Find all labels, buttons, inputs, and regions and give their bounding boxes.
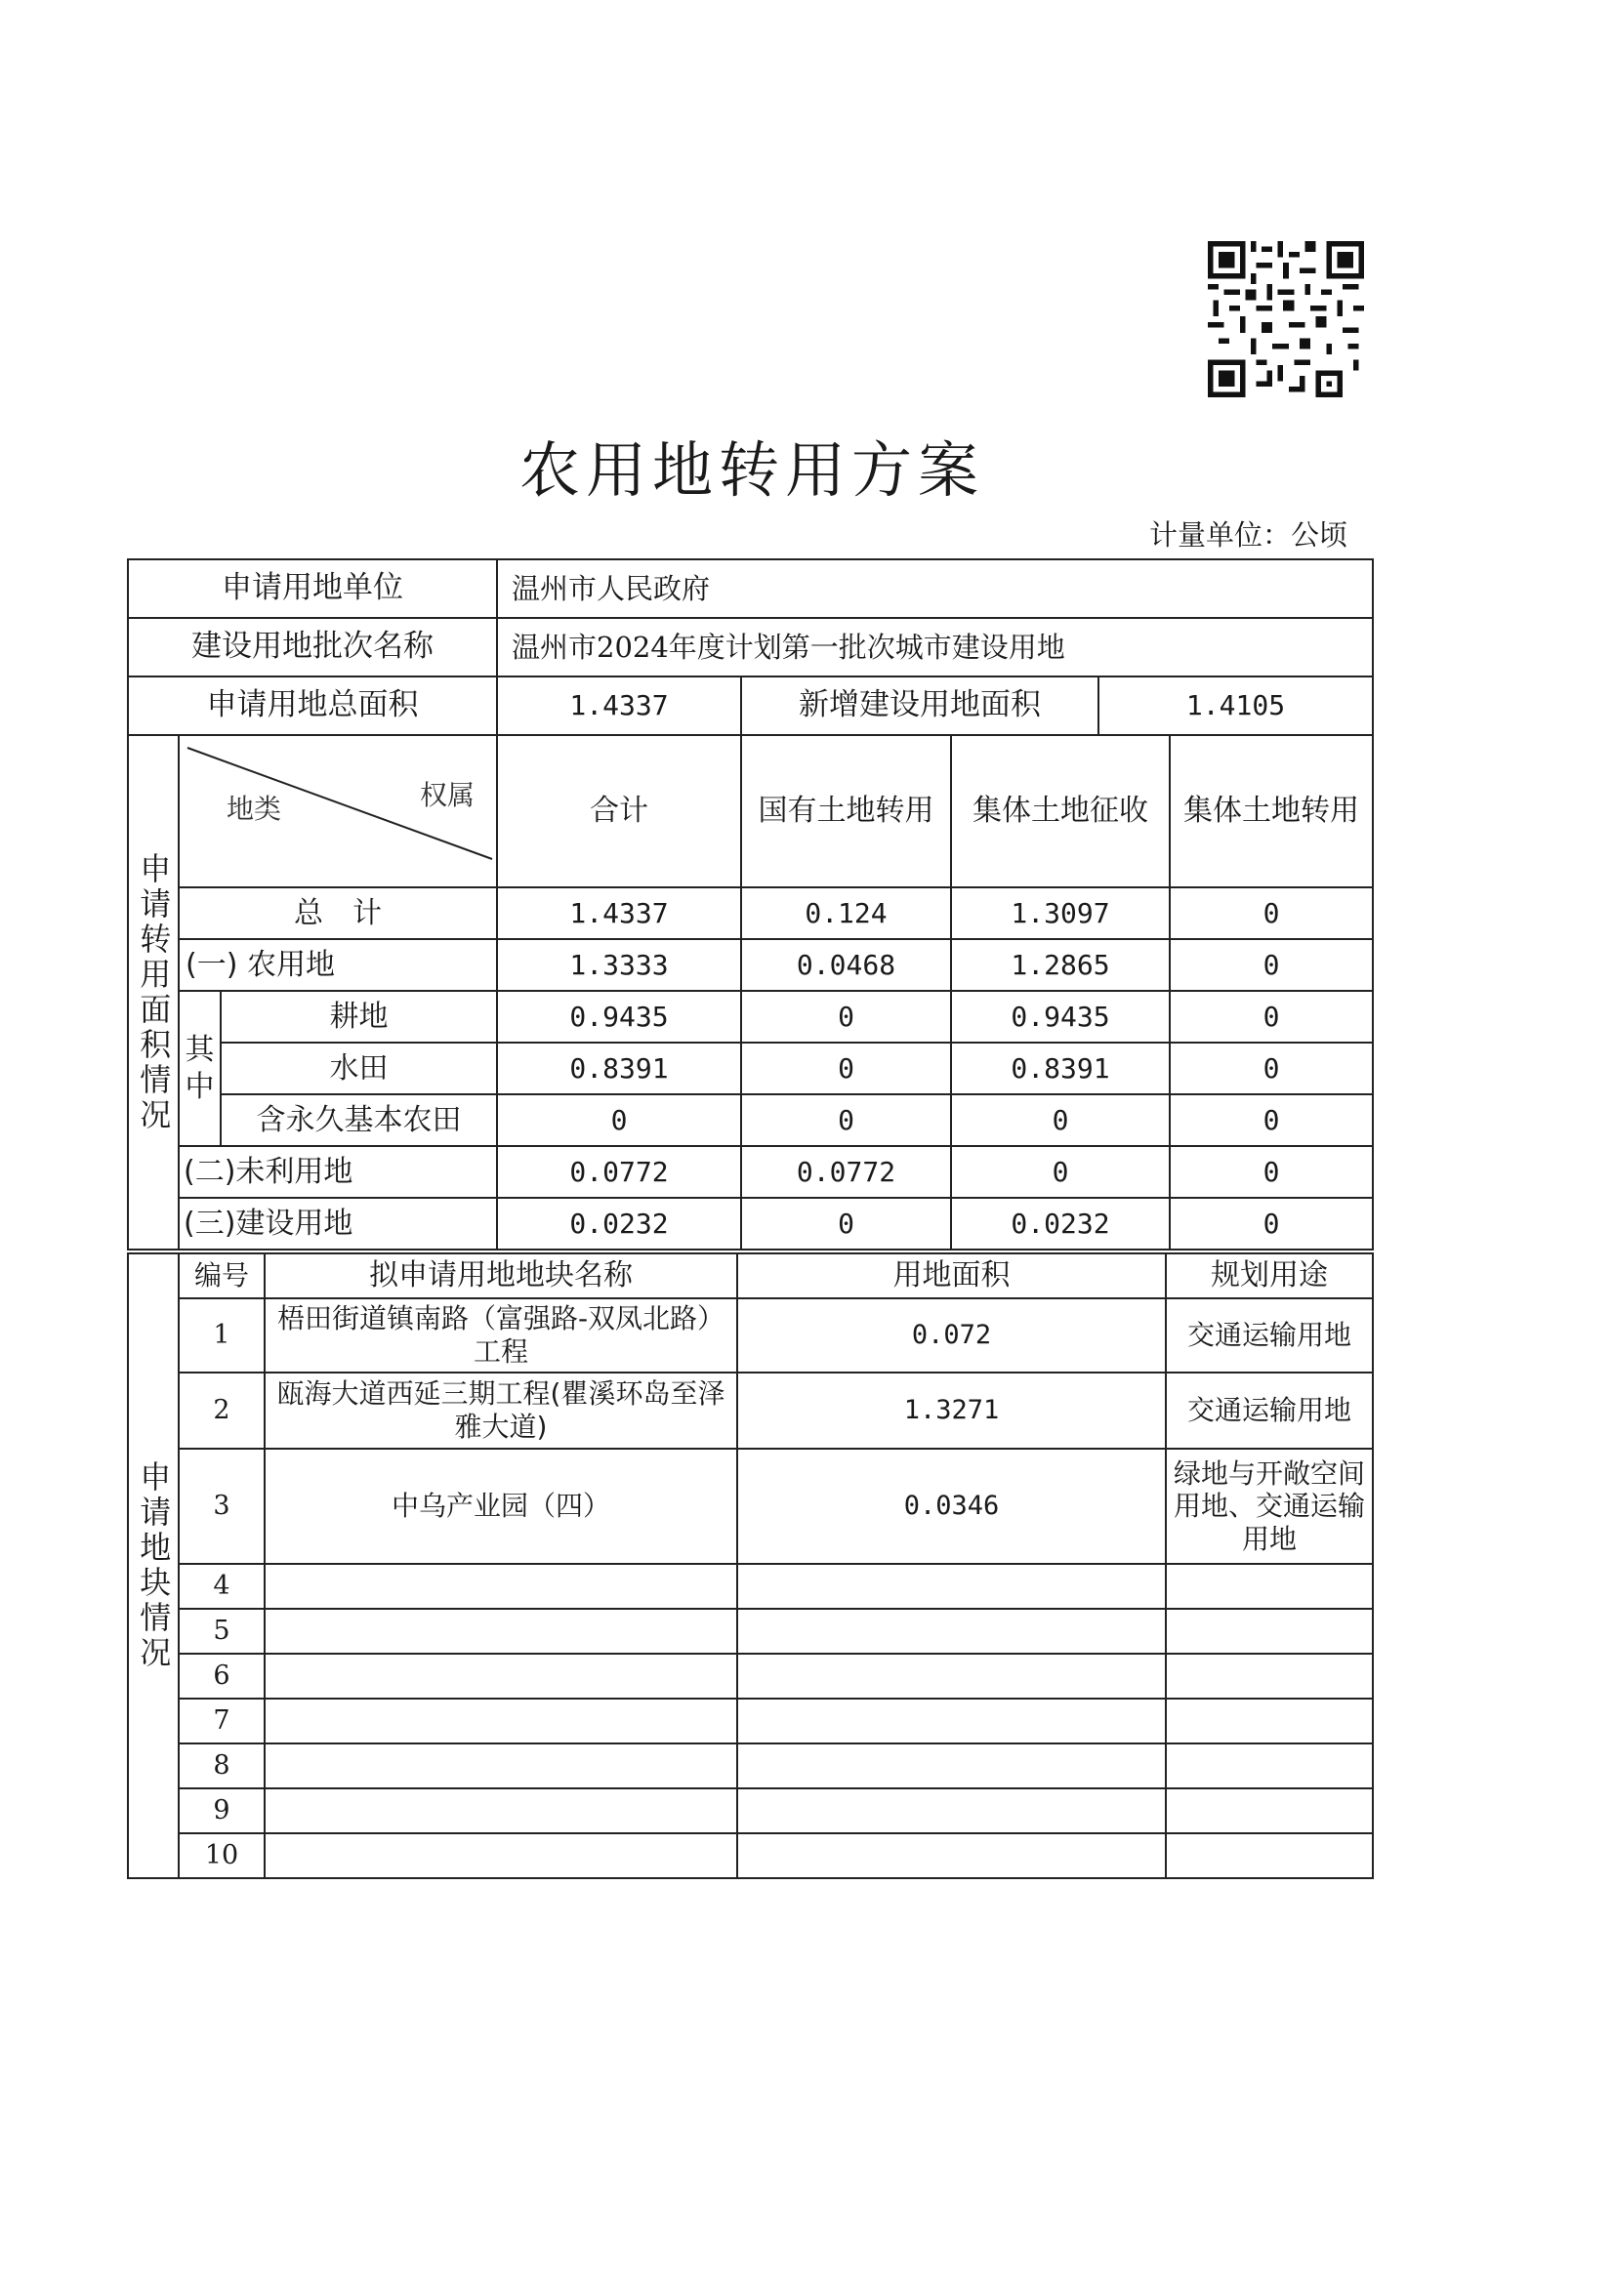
area-row — [128, 676, 1373, 735]
cell-value: 0 — [951, 1094, 1170, 1146]
parcel-name: 中乌产业园（四） — [265, 1449, 737, 1564]
parcel-number: 7 — [179, 1699, 265, 1743]
parcels-side-label: 申请地块情况 — [135, 1460, 173, 1671]
new-area-label: 新增建设用地面积 — [741, 676, 1098, 735]
diag-ownership-label: 权属 — [419, 779, 475, 811]
header-number: 编号 — [179, 1253, 265, 1298]
cell-value: 0.0468 — [741, 939, 951, 991]
cell-value: 0 — [1170, 939, 1373, 991]
parcel-number: 8 — [179, 1743, 265, 1788]
diag-land-type-label: 地类 — [227, 793, 282, 825]
parcels-side-label-cell — [128, 1253, 179, 1878]
cell-value: 0.124 — [741, 887, 951, 939]
header-state-owned: 国有土地转用 — [741, 735, 951, 887]
applicant-unit-row — [128, 559, 1373, 618]
row-label: 总 计 — [179, 887, 497, 939]
table-row — [128, 991, 1373, 1043]
cell-value: 0.8391 — [497, 1043, 741, 1094]
parcel-name — [265, 1654, 737, 1699]
parcel-use — [1166, 1564, 1373, 1609]
parcel-area — [737, 1743, 1166, 1788]
parcel-use: 绿地与开敞空间用地、交通运输用地 — [1166, 1449, 1373, 1564]
parcel-number: 4 — [179, 1564, 265, 1609]
parcel-use: 交通运输用地 — [1166, 1373, 1373, 1449]
unit-label: 计量单位：公顷 — [1148, 518, 1347, 552]
cell-value: 0 — [741, 1198, 951, 1250]
parcel-area — [737, 1609, 1166, 1654]
conversion-table — [127, 734, 1374, 1250]
table-row — [128, 1146, 1373, 1198]
parcels-header-row — [128, 1253, 1373, 1298]
cell-value: 0 — [741, 1043, 951, 1094]
table-row — [128, 1043, 1373, 1094]
parcel-use — [1166, 1743, 1373, 1788]
header-planned-use: 规划用途 — [1166, 1253, 1373, 1298]
cell-value: 0.8391 — [951, 1043, 1170, 1094]
header-parcel-area: 用地面积 — [737, 1253, 1166, 1298]
applicant-unit-value: 温州市人民政府 — [497, 559, 1373, 618]
new-area-value: 1.4105 — [1098, 676, 1373, 735]
cell-value: 0.0232 — [497, 1198, 741, 1250]
parcels-table — [127, 1252, 1374, 1879]
cell-value: 0.0772 — [741, 1146, 951, 1198]
table-row — [128, 939, 1373, 991]
cell-value: 0.0772 — [497, 1146, 741, 1198]
parcel-use — [1166, 1699, 1373, 1743]
qr-code-icon — [1208, 241, 1364, 397]
total-area-value: 1.4337 — [497, 676, 741, 735]
parcel-area: 0.072 — [737, 1298, 1166, 1373]
batch-name-label: 建设用地批次名称 — [128, 618, 497, 676]
parcel-name — [265, 1564, 737, 1609]
table-row — [128, 887, 1373, 939]
parcel-area — [737, 1788, 1166, 1833]
header-collective-expropriation: 集体土地征收 — [951, 735, 1170, 887]
table-row — [128, 1654, 1373, 1699]
cell-value: 0 — [1170, 887, 1373, 939]
qizhong-label: 其中 — [179, 991, 221, 1146]
row-label: (二)未利用地 — [179, 1146, 497, 1198]
cell-value: 0.9435 — [951, 991, 1170, 1043]
parcel-use — [1166, 1833, 1373, 1878]
cell-value: 0.9435 — [497, 991, 741, 1043]
parcel-number: 6 — [179, 1654, 265, 1699]
parcel-name — [265, 1699, 737, 1743]
conversion-side-label: 申请转用面积情况 — [135, 851, 173, 1133]
batch-name-row — [128, 618, 1373, 676]
table-row — [128, 1298, 1373, 1373]
applicant-table — [127, 558, 1374, 736]
cell-value: 0 — [741, 991, 951, 1043]
cell-value: 1.2865 — [951, 939, 1170, 991]
header-total: 合计 — [497, 735, 741, 887]
row-label: (一) 农用地 — [179, 939, 497, 991]
parcel-area — [737, 1654, 1166, 1699]
parcel-name: 瓯海大道西延三期工程(瞿溪环岛至泽雅大道) — [265, 1373, 737, 1449]
parcel-area — [737, 1833, 1166, 1878]
applicant-unit-label: 申请用地单位 — [128, 559, 497, 618]
cell-value: 1.4337 — [497, 887, 741, 939]
table-row — [128, 1094, 1373, 1146]
table-row — [128, 1373, 1373, 1449]
cell-value: 0 — [1170, 991, 1373, 1043]
table-row — [128, 1743, 1373, 1788]
parcel-number: 5 — [179, 1609, 265, 1654]
conversion-header-row — [128, 735, 1373, 887]
parcel-use — [1166, 1788, 1373, 1833]
parcel-area — [737, 1699, 1166, 1743]
row-label: 含永久基本农田 — [221, 1094, 497, 1146]
header-parcel-name: 拟申请用地地块名称 — [265, 1253, 737, 1298]
table-row — [128, 1609, 1373, 1654]
table-row — [128, 1198, 1373, 1250]
cell-value: 0 — [1170, 1094, 1373, 1146]
header-collective-conversion: 集体土地转用 — [1170, 735, 1373, 887]
cell-value: 0 — [951, 1146, 1170, 1198]
cell-value: 1.3097 — [951, 887, 1170, 939]
parcel-number: 3 — [179, 1449, 265, 1564]
parcel-use — [1166, 1609, 1373, 1654]
table-row — [128, 1788, 1373, 1833]
parcel-number: 1 — [179, 1298, 265, 1373]
parcel-area: 0.0346 — [737, 1449, 1166, 1564]
parcel-number: 9 — [179, 1788, 265, 1833]
conversion-side-label-cell — [128, 735, 179, 1250]
parcel-use — [1166, 1654, 1373, 1699]
parcel-number: 2 — [179, 1373, 265, 1449]
total-area-label: 申请用地总面积 — [128, 676, 497, 735]
parcel-name — [265, 1743, 737, 1788]
parcel-name — [265, 1833, 737, 1878]
parcel-area — [737, 1564, 1166, 1609]
cell-value: 0 — [497, 1094, 741, 1146]
parcel-name: 梧田街道镇南路（富强路-双凤北路）工程 — [265, 1298, 737, 1373]
parcel-name — [265, 1609, 737, 1654]
row-label: 耕地 — [221, 991, 497, 1043]
row-label: 水田 — [221, 1043, 497, 1094]
page-title: 农用地转用方案 — [518, 434, 984, 506]
table-row — [128, 1564, 1373, 1609]
table-row — [128, 1833, 1373, 1878]
parcel-use: 交通运输用地 — [1166, 1298, 1373, 1373]
cell-value: 0 — [741, 1094, 951, 1146]
batch-name-value: 温州市2024年度计划第一批次城市建设用地 — [497, 618, 1373, 676]
table-row — [128, 1449, 1373, 1564]
cell-value: 0.0232 — [951, 1198, 1170, 1250]
parcel-area: 1.3271 — [737, 1373, 1166, 1449]
parcel-number: 10 — [179, 1833, 265, 1878]
cell-value: 0 — [1170, 1146, 1373, 1198]
table-row — [128, 1699, 1373, 1743]
cell-value: 0 — [1170, 1198, 1373, 1250]
parcel-name — [265, 1788, 737, 1833]
row-label: (三)建设用地 — [179, 1198, 497, 1250]
cell-value: 0 — [1170, 1043, 1373, 1094]
cell-value: 1.3333 — [497, 939, 741, 991]
diagonal-header-cell — [179, 735, 497, 887]
